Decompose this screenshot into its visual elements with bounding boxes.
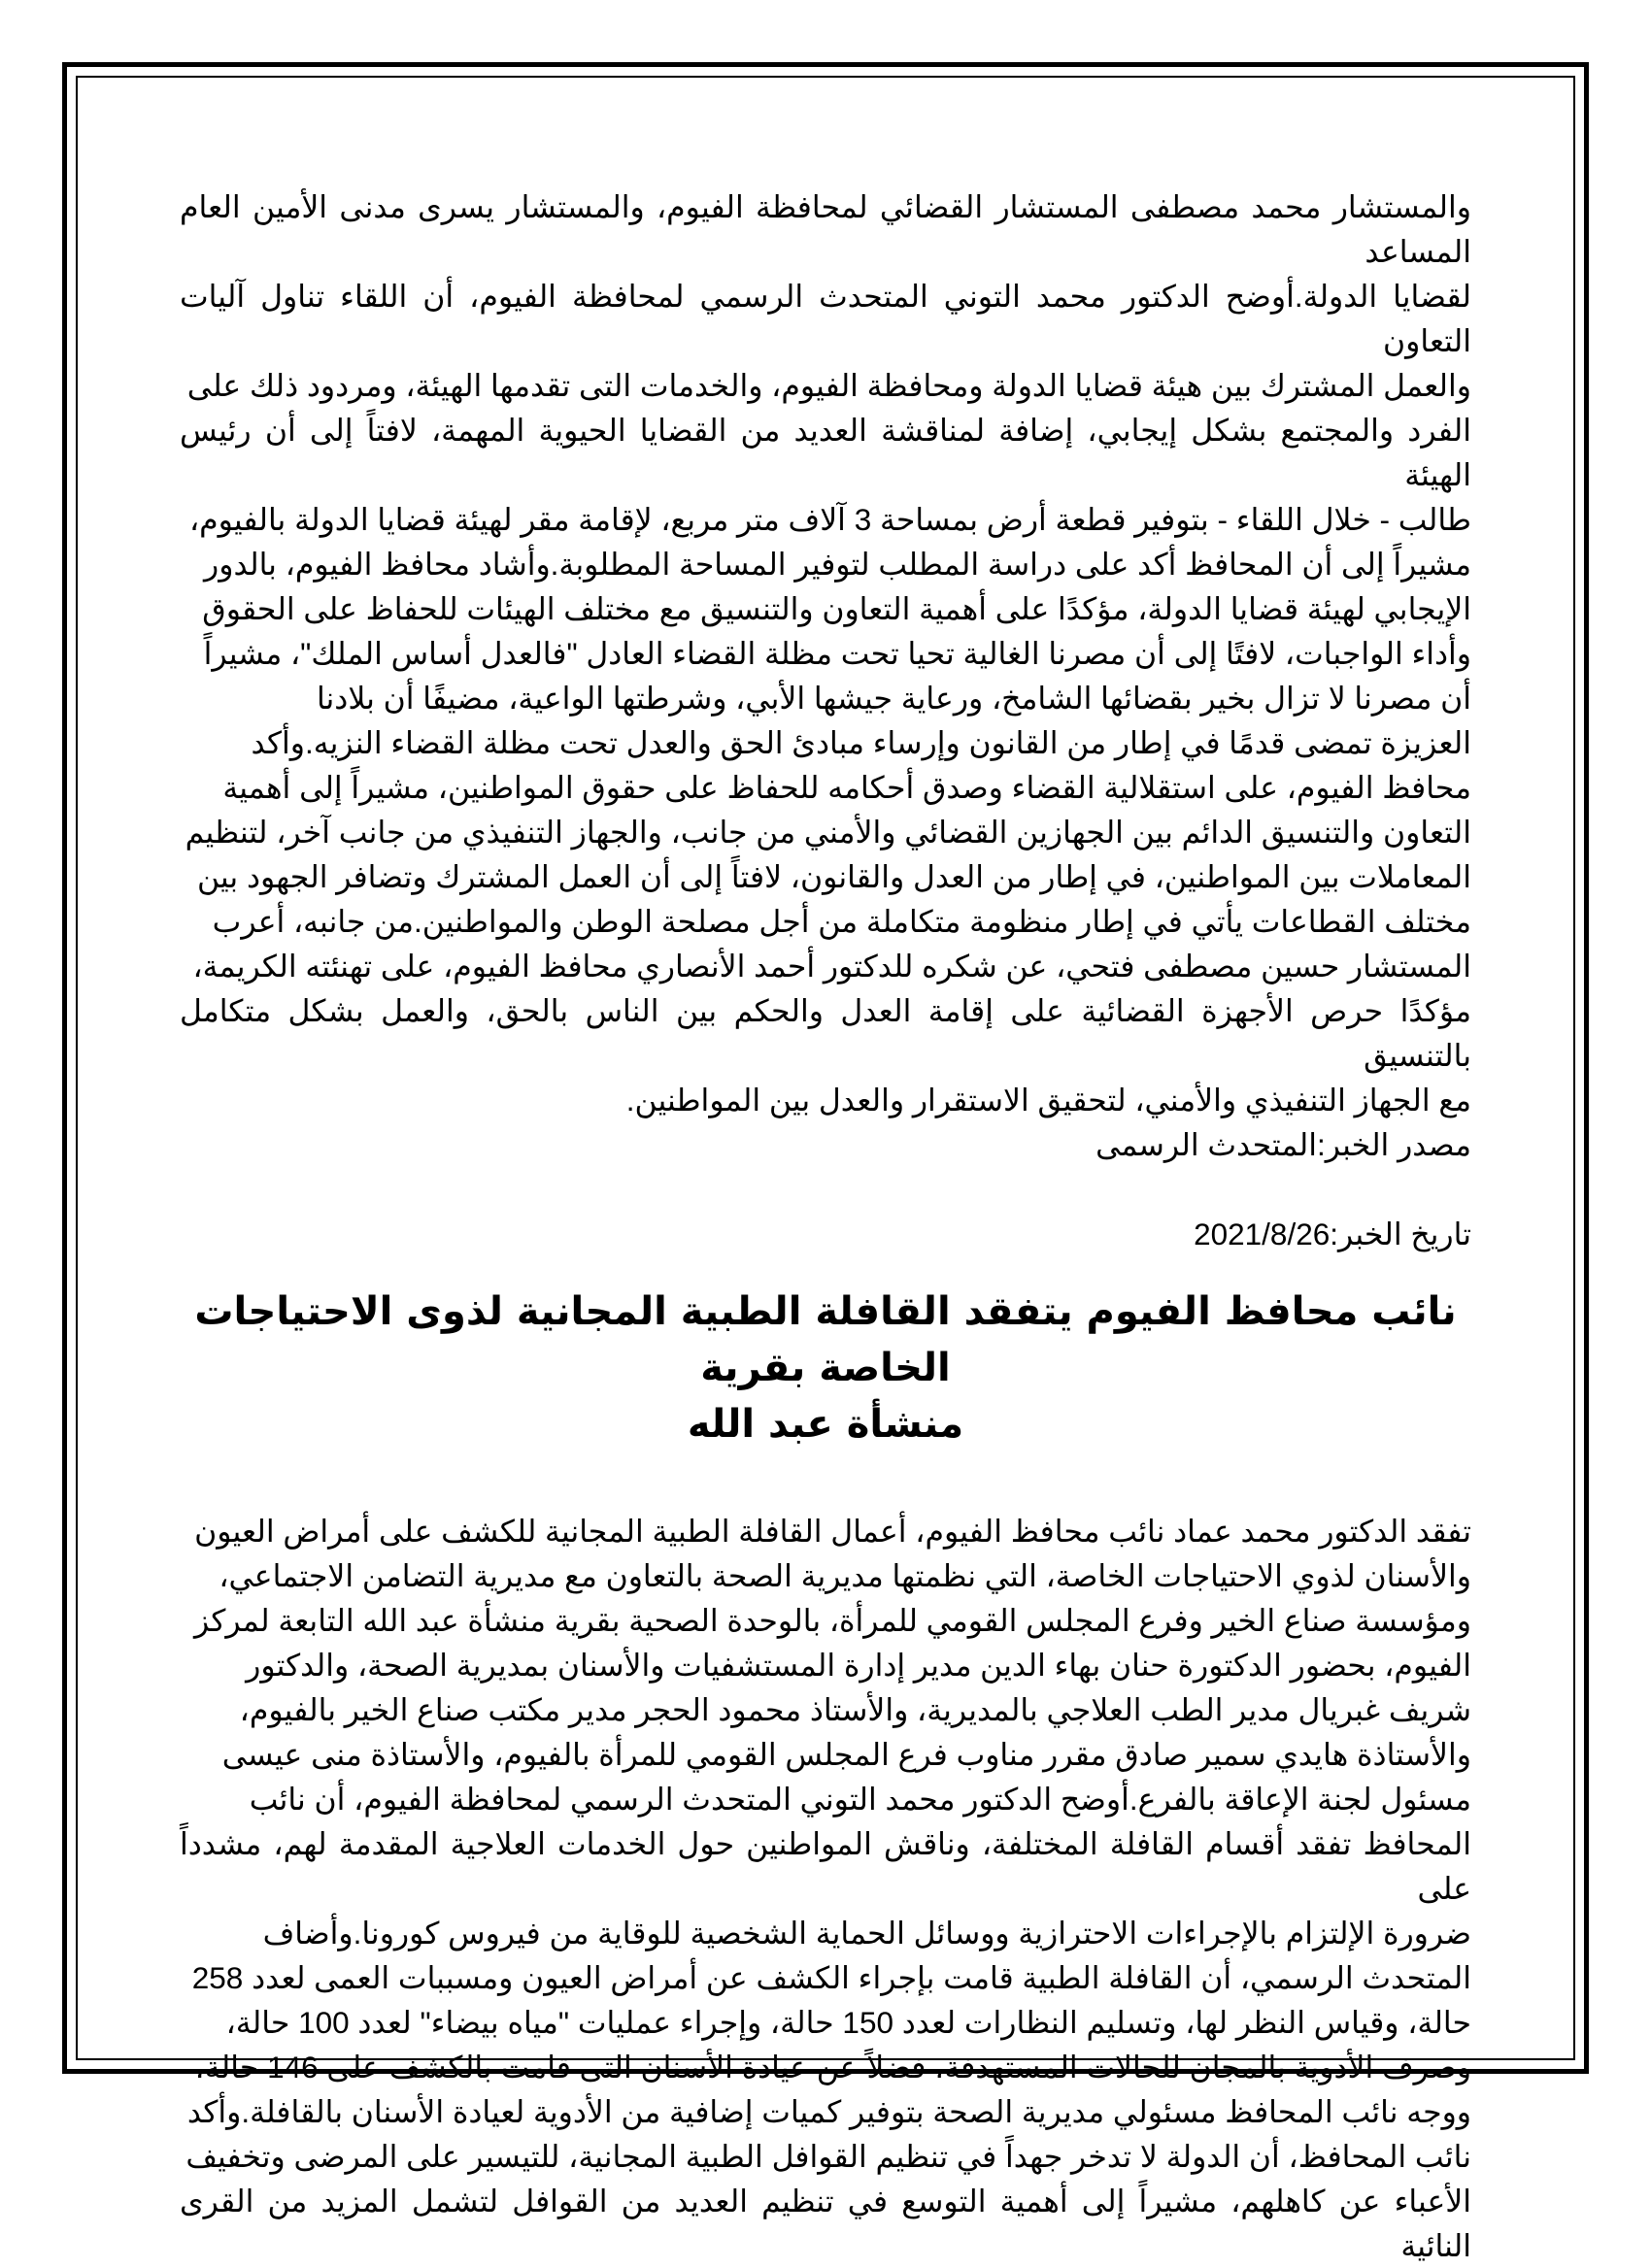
document-content xyxy=(180,184,1471,2268)
news-date: تاريخ الخبر:2021/8/26 xyxy=(1194,1217,1471,1251)
news-source: مصدر الخبر:المتحدث الرسمى xyxy=(1095,1127,1471,1162)
article-body-1: والمستشار محمد مصطفى المستشار القضائي لمحافظة الفيوم، والمستشار يسرى مدنى الأمين العام المساعد لقضايا الدولة.أوضح الدكتور محمد التوني المتحدث الرسمي لمحافظة الفيوم، أن اللقاء تناول آليات التعاون والعمل المشترك بين هيئة قضايا الدولة ومحافظة الفيوم، والخدمات التى تقدمها الهيئة، ومردود ذلك على الفرد والمجتمع بشكل إيجابي، إضافة لمناقشة العديد من القضايا الحيوية المهمة، لافتاً إلى أن رئيس الهيئة طالب - خلال اللقاء - بتوفير قطعة أرض بمساحة 3 آلاف متر مربع، لإقامة مقر لهيئة قضايا الدولة بالفيوم، مشيراً إلى أن المحافظ أكد على دراسة المطلب لتوفير المساحة المطلوبة.وأشاد محافظ الفيوم، بالدور الإيجابي لهيئة قضايا الدولة، مؤكدًا على أهمية التعاون والتنسيق مع مختلف الهيئات للحفاظ على الحقوق وأداء الواجبات، لافتًا إلى أن مصرنا الغالية تحيا تحت مظلة القضاء العادل "فالعدل أساس الملك"، مشيراً أن مصرنا لا تزال بخير بقضائها الشامخ، ورعاية جيشها الأبي، وشرطتها الواعية، مضيفًا أن بلادنا العزيزة تمضى قدمًا في إطار من القانون وإرساء مبادئ الحق والعدل تحت مظلة القضاء النزيه.وأكد محافظ الفيوم، على استقلالية القضاء وصدق أحكامه للحفاظ على حقوق المواطنين، مشيراً إلى أهمية التعاون والتنسيق الدائم بين الجهازين القضائي والأمني من جانب، والجهاز التنفيذي من جانب آخر، لتنظيم المعاملات بين المواطنين، في إطار من العدل والقانون، لافتاً إلى أن العمل المشترك وتضافر الجهود بين مختلف القطاعات يأتي في إطار منظومة متكاملة من أجل مصلحة الوطن والمواطنين.من جانبه، أعرب المستشار حسين مصطفى فتحي، عن شكره للدكتور أحمد الأنصاري محافظ الفيوم، على تهنئته الكريمة، مؤكدًا حرص الأجهزة القضائية على إقامة العدل والحكم بين الناس بالحق، والعمل بشكل متكامل بالتنسيق مع الجهاز التنفيذي والأمني، لتحقيق الاستقرار والعدل بين المواطنين. xyxy=(180,189,1471,1117)
article-body-2: تفقد الدكتور محمد عماد نائب محافظ الفيوم، أعمال القافلة الطبية المجانية للكشف على أمراض العيون والأسنان لذوي الاحتياجات الخاصة، التي نظمتها مديرية الصحة بالتعاون مع مديرية التضامن الاجتماعي، ومؤسسة صناع الخير وفرع المجلس القومي للمرأة، بالوحدة الصحية بقرية منشأة عبد الله التابعة لمركز الفيوم، بحضور الدكتورة حنان بهاء الدين مدير إدارة المستشفيات والأسنان بمديرية الصحة، والدكتور شريف غبريال مدير الطب العلاجي بالمديرية، والأستاذ محمود الحجر مدير مكتب صناع الخير بالفيوم، والأستاذة هايدي سمير صادق مقرر مناوب فرع المجلس القومي للمرأة بالفيوم، والأستاذة منى عيسى مسئول لجنة الإعاقة بالفرع.أوضح الدكتور محمد التوني المتحدث الرسمي لمحافظة الفيوم، أن نائب المحافظ تفقد أقسام القافلة المختلفة، وناقش المواطنين حول الخدمات العلاجية المقدمة لهم، مشدداً على ضرورة الإلتزام بالإجراءات الاحترازية ووسائل الحماية الشخصية للوقاية من فيروس كورونا.وأضاف المتحدث الرسمي، أن القافلة الطبية قامت بإجراء الكشف عن أمراض العيون ومسببات العمى لعدد 258 حالة، وقياس النظر لها، وتسليم النظارات لعدد 150 حالة، وإجراء عمليات "مياه بيضاء" لعدد 100 حالة، وصرف الأدوية بالمجان للحالات المستهدفة، فضلاً عن عيادة الأسنان التى قامت بالكشف على 146 حالة، ووجه نائب المحافظ مسئولي مديرية الصحة بتوفير كميات إضافية من الأدوية لعيادة الأسنان بالقافلة.وأكد نائب المحافظ، أن الدولة لا تدخر جهداً في تنظيم القوافل الطبية المجانية، للتيسير على المرضى وتخفيف الأعباء عن كاهلهم، مشيراً إلى أهمية التوسع في تنظيم العديد من القوافل لتشمل المزيد من القرى النائية xyxy=(180,1514,1471,2263)
article-headline: نائب محافظ الفيوم يتفقد القافلة الطبية المجانية لذوى الاحتياجات الخاصة بقرية منشأة عبد الله xyxy=(194,1289,1457,1447)
